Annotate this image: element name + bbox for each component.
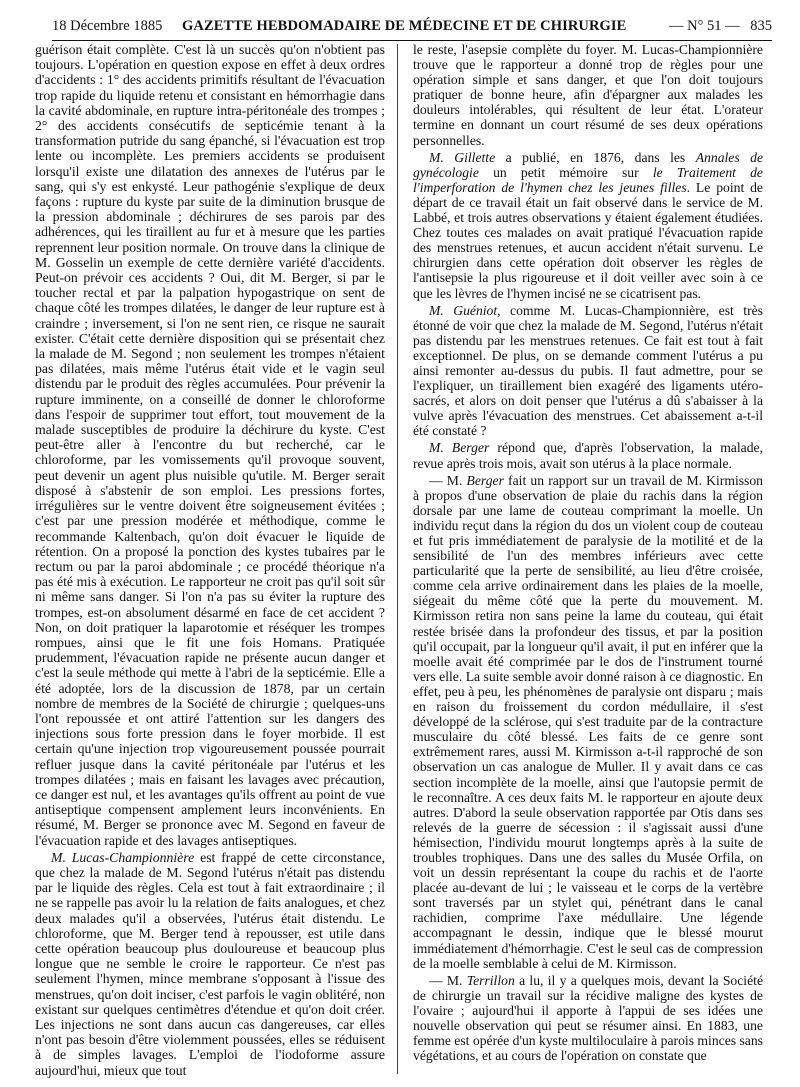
- left-column: [35, 42, 385, 1078]
- paragraph-berger-reply: [413, 440, 763, 470]
- column-divider: [397, 44, 398, 1074]
- speaker-name: M. Guéniot: [429, 302, 498, 318]
- paragraph-terrillon: [413, 973, 763, 1064]
- speaker-name: Berger: [466, 472, 504, 488]
- speaker-name: Terrillon: [466, 972, 515, 988]
- memoir-title: le Traitement de l'imperforation de l'hymen chez les jeunes filles: [413, 164, 763, 195]
- paragraph-lead: — M.: [429, 472, 467, 488]
- paragraph-text: a publié, en 1876, dans les: [495, 149, 696, 165]
- paragraph-berger-report-end: guérison était complète. C'est là un succès qu'on n'obtient pas toujours. L'opération en question expose en effet à deux ordres d'accidents : 1° des accidents primitifs résultant de l'évacuation trop rapide du liquide retenu et consistant en hémorrhagie dans la cavité abdominale, en rupture intra-péritonéale des trompes ; 2° des accidents consécutifs de septicémie tenant à la transformation putride du sang épanché, si l'évacuation est trop lente ou incomplète. Les premiers accidents se produisent lorsqu'il existe une dilatation des annexes de l'utérus par le sang, qui s'y est enkysté. Leur pathogénie s'explique de deux façons : rupture du kyste par suite de la diminution brusque de la pression abdominale ; déchirures de ses parois par des adhérences, qui les tiraillent au fur et à mesure que les parties reprennent leur position normale. On trouve dans la clinique de M. Gosselin un exemple de cette dernière variété d'accidents. Peut-on prévoir ces accidents ? Oui, dit M. Berger, si par le toucher rectal et par la palpation hypogastrique on sent de chaque côté les trompes dilatées, le danger de leur rupture est à craindre ; inversement, si l'on ne sent rien, ce risque ne saurait exister. C'était cette dernière disposition qui se présentait chez la malade de M. Segond ; non seulement les trompes n'étaient pas dilatées, mais même l'utérus était vide et le vagin seul distendu par le produit des règles accumulées. Pour prévenir la rupture imminente, on a conseillé de donner le chloroforme dans l'espoir de supprimer tout effort, tout mouvement de la malade susceptibles de produire la déchirure du kyste. C'est peut-être aller à l'encontre du but recherché, car le chloroforme, par les vomissements qu'il provoque souvent, peut devenir un agent plus nuisible qu'utile. M. Berger serait disposé à s'abstenir de son emploi. Les pressions fortes, irrégulières sur le ventre doivent être soigneusement évitées ; c'est par une pression modérée et méthodique, comme le recommande Kaltenbach, qu'on doit évacuer le liquide de rétention. On a proposé la ponction des kystes tubaires par le rectum ou par la paroi abdominale ; ce procédé théorique n'a pas été mis à exécution. Le rapporteur ne croit pas qu'il soit sûr ni même sans danger. Si l'on n'a pas su éviter la rupture des trompes, est-on absolument désarmé en face de cet accident ? Non, on doit pratiquer la laparotomie et réséquer les trompes rompues, ainsi que le fit une fois Homans. Pratiquée prudemment, l'évacuation rapide ne présente aucun danger et c'est la seule méthode qui mette à l'abri de la septicémie. Elle a été adoptée, lors de la discussion de 1878, par un certain nombre de membres de la Société de chirurgie ; quelques-uns l'ont repoussée et ont attiré l'attention sur les dangers des injections sous forte pression dans le foyer morbide. Il est certain qu'une injection trop vigoureusement poussée pourrait refluer jusque dans la cavité péritonéale par l'utérus et les trompes dilatées ; mais en faisant les lavages avec précaution, ce danger est nul, et les avantages qu'ils offrent au point de vue antiseptique compensent amplement leurs inconvénients. En résumé, M. Berger se prononce avec M. Segond en faveur de l'évacuation rapide et des lavages antiseptiques.: [35, 42, 385, 848]
- right-column: [413, 42, 763, 1063]
- header-issue-number: — N° 51 —: [669, 18, 740, 34]
- header-page-number: 835: [750, 18, 772, 34]
- page-header: [52, 10, 772, 41]
- header-date: 18 Décembre 1885: [52, 18, 163, 34]
- paragraph-text: un petit mémoire sur: [478, 164, 653, 180]
- paragraph-lead: — M.: [429, 972, 467, 988]
- paragraph-continuation: le reste, l'asepsie complète du foyer. M. Lucas-Championnière trouve que le rapporteur a donné trop de règles pour une opération simple et sans danger, et que l'on doit toujours pratiquer de bonne heure, afin d'épargner aux malades les douleurs intolérables, qui résultent de leur état. L'orateur termine en donnant un court résumé de ses deux opérations personnelles.: [413, 42, 763, 148]
- paragraph-text: a lu, il y a quelques mois, devant la Société de chirurgie un travail sur la récidive maligne des kystes de l'ovaire ; aujourd'hui il apporte à l'appui de ses idées une nouvelle observation qui peut se résumer ainsi. En 1883, une femme est opérée d'un kyste multiloculaire à parois minces sans végétations, et au cours de l'opération on constate que: [413, 972, 763, 1064]
- paragraph-gueniot: [413, 303, 763, 439]
- header-journal-title: GAZETTE HEBDOMADAIRE DE MÉDECINE ET DE CHIRURGIE: [182, 18, 627, 34]
- paragraph-text: est frappé de cette circonstance, que chez la malade de M. Segond l'utérus n'était pas distendu par le liquide des règles. Cela est tout à fait extraordinaire ; il ne se rappelle pas avoir lu la relation de faits analogues, et chez deux malades qu'il a observées, l'utérus était distendu. Le chloroforme, que M. Berger tend à repousser, est utile dans cette opération beaucoup plus douloureuse et beaucoup plus longue que ne semble le croire le rapporteur. Ce n'est pas seulement l'hymen, mince membrane s'opposant à l'issue des menstrues, qu'on doit inciser, c'est parfois le vagin oblitéré, non existant sur quelques centimètres d'étendue et qu'on doit créer. Les injections ne sont dans aucun cas dangereuses, car elles n'ont pas besoin d'être violemment poussées, elles se réduisent à de simples lavages. L'emploi de l'iodoforme assure aujourd'hui, mieux que tout: [35, 849, 386, 1078]
- paragraph-gillette: [413, 150, 763, 301]
- paragraph-text: répond que, d'après l'observation, la malade, revue après trois mois, avait son utérus à la place normale.: [413, 440, 763, 471]
- speaker-name: M. Gillette: [429, 149, 496, 165]
- paragraph-text: fait un rapport sur un travail de M. Kirmisson à propos d'une observation de plaie du rachis dans la région dorsale par une lame de couteau comprimant la moelle. Un individu reçut dans la région du dos un violent coup de couteau et fut pris immédiatement de paralysie de la motilité et de la sensibilité de l'un des membres inférieurs avec cette particularité que la perte de sensibilité, au lieu d'être croisée, comme cela arrive ordinairement dans les plaies de la moelle, siégeait du même côté que la perte du mouvement. M. Kirmisson retira non sans peine la lame du couteau, qui était restée brisée dans la profondeur des tissus, et par la position qu'il occupait, par la longueur qu'il avait, il put en inférer que la moelle avait été comprimée par le dos de l'instrument tourné vers elle. La suite semble avoir donné raison à ce diagnostic. En effet, peu à peu, les phénomènes de paralysie ont disparu ; mais en raison du froissement du cordon médullaire, il s'est développé de la sclérose, qui s'est traduite par de la contracture musculaire du côté blessé. Les faits de ce genre sont extrêmement rares, aussi M. Kirmisson a-t-il rapproché de son observation un cas analogue de Muller. Il y avait dans ce cas section incomplète de la moelle, ainsi que l'autopsie permit de le reconnaître. A ces deux faits M. le rapporteur en ajoute deux autres. D'abord la seule observation rapportée par Otis dans ses relevés de la guerre de sécession : il s'agissait aussi d'une hémisection, l'individu mourut longtemps après à la suite de troubles trophiques. Dans une des salles du Musée Orfila, on voit un dessin représentant la coupe du rachis et de l'aorte placée au-devant de lui ; le vaisseau et le corps de la vertèbre sont traversés par un stylet qui, pénétrant dans le canal rachidien, comprime l'axe médullaire. Une légende accompagnant le dessin, indique que le blessé mourut immédiatement d'hémorrhagie. C'est le seul cas de compression de la moelle semblable à celui de M. Kirmisson.: [413, 472, 763, 971]
- paragraph-text: , comme M. Lucas-Championnière, est très étonné de voir que chez la malade de M. Segond, l'utérus n'était pas distendu par les menstrues retenues. Ce fait est tout à fait exceptionnel. De plus, on se demande comment l'utérus a pu ainsi remonter au-dessus du pubis. Il faut admettre, pour se l'expliquer, un tiraillement bien exagéré des ligaments utéro-sacrés, et alors on doit penser que l'utérus a dû s'abaisser à la vulve après l'évacuation des menstrues. Cet abaissement a-t-il été constaté ?: [413, 302, 763, 439]
- paragraph-text: . Le point de départ de ce travail était un fait observé dans le service de M. Labbé, et trois autres observations y étaient également étudiées. Chez toutes ces malades on avait pratiqué l'évacuation rapide des menstrues retenues, et aucun accident n'était survenu. Le chirurgien dans cette opération doit observer les règles de l'antisepsie la plus rigoureuse et il doit veiller avec soin à ce que les lèvres de l'hymen incisé ne se cicatrisent pas.: [413, 179, 763, 301]
- paragraph-berger-kirmisson: [413, 473, 763, 971]
- speaker-name: M. Lucas-Championnière: [51, 849, 195, 865]
- journal-name: Annales de gynécologie: [413, 149, 764, 180]
- paragraph-lucas-championniere: [35, 850, 385, 1078]
- speaker-name: M. Berger: [429, 440, 490, 456]
